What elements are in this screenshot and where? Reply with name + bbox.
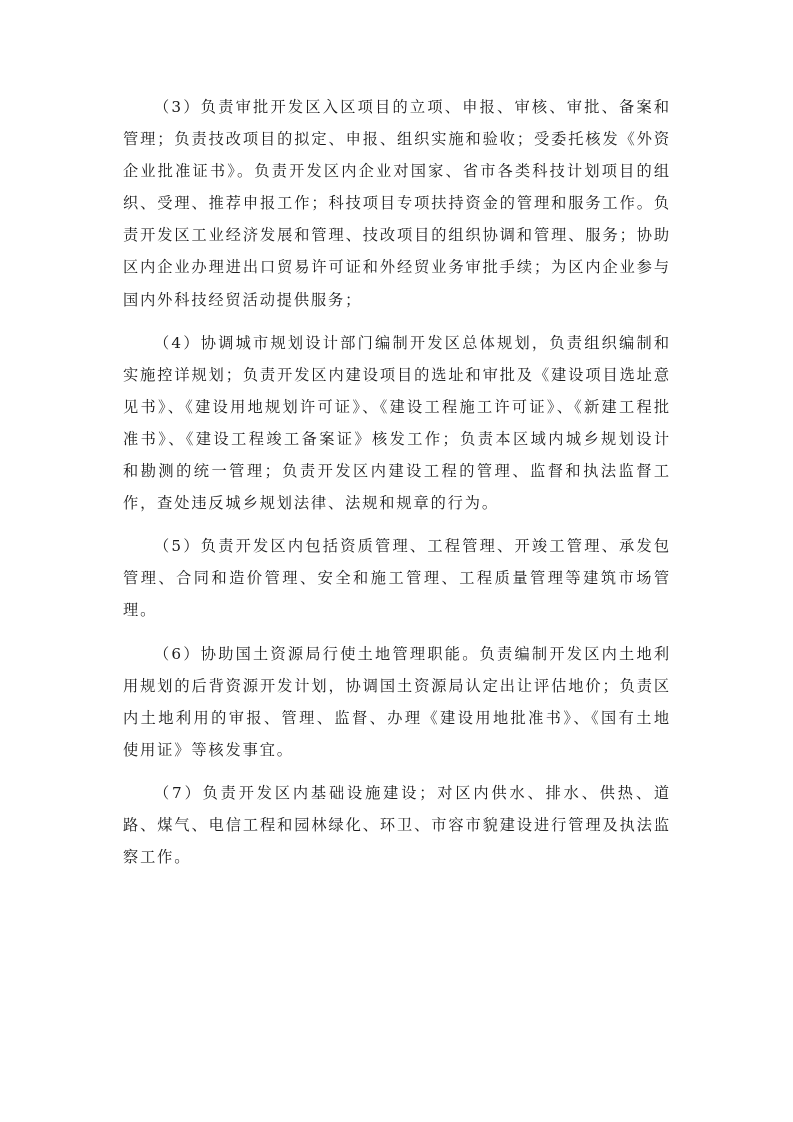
paragraph-item-6: （6）协助国土资源局行使土地管理职能。负责编制开发区内土地利用规划的后背资源开发计划，协调国土资源局认定出让评估地价；负责区内土地利用的审报、管理、监督、办理《建设用地批准书》、《国有土地使用证》等核发事宜。 [123, 644, 671, 759]
paragraph-item-3: （3）负责审批开发区入区项目的立项、申报、审核、审批、备案和管理；负责技改项目的拟定、申报、组织实施和验收；受委托核发《外资企业批准证书》。负责开发区内企业对国家、省市各类科技计划项目的组织、受理、推荐申报工作；科技项目专项扶持资金的管理和服务工作。负责开发区工业经济发展和管理、技改项目的组织协调和管理、服务；协助区内企业办理进出口贸易许可证和外经贸业务审批手续；为区内企业参与国内外科技经贸活动提供服务； [123, 98, 671, 309]
paragraph-item-7: （7）负责开发区内基础设施建设；对区内供水、排水、供热、道路、煤气、电信工程和园林绿化、环卫、市容市貌建设进行管理及执法监察工作。 [123, 783, 671, 867]
paragraph-item-4: （4）协调城市规划设计部门编制开发区总体规划，负责组织编制和实施控详规划；负责开发区内建设项目的选址和审批及《建设项目选址意见书》、《建设用地规划许可证》、《建设工程施工许可证》、《新建工程批准书》、《建设工程竣工备案证》核发工作；负责本区域内城乡规划设计和勘测的统一管理；负责开发区内建设工程的管理、监督和执法监督工作，查处违反城乡规划法律、法规和规章的行为。 [123, 333, 671, 513]
paragraph-item-5: （5）负责开发区内包括资质管理、工程管理、开竣工管理、承发包管理、合同和造价管理、安全和施工管理、工程质量管理等建筑市场管理。 [123, 537, 671, 620]
document-body [123, 91, 671, 884]
